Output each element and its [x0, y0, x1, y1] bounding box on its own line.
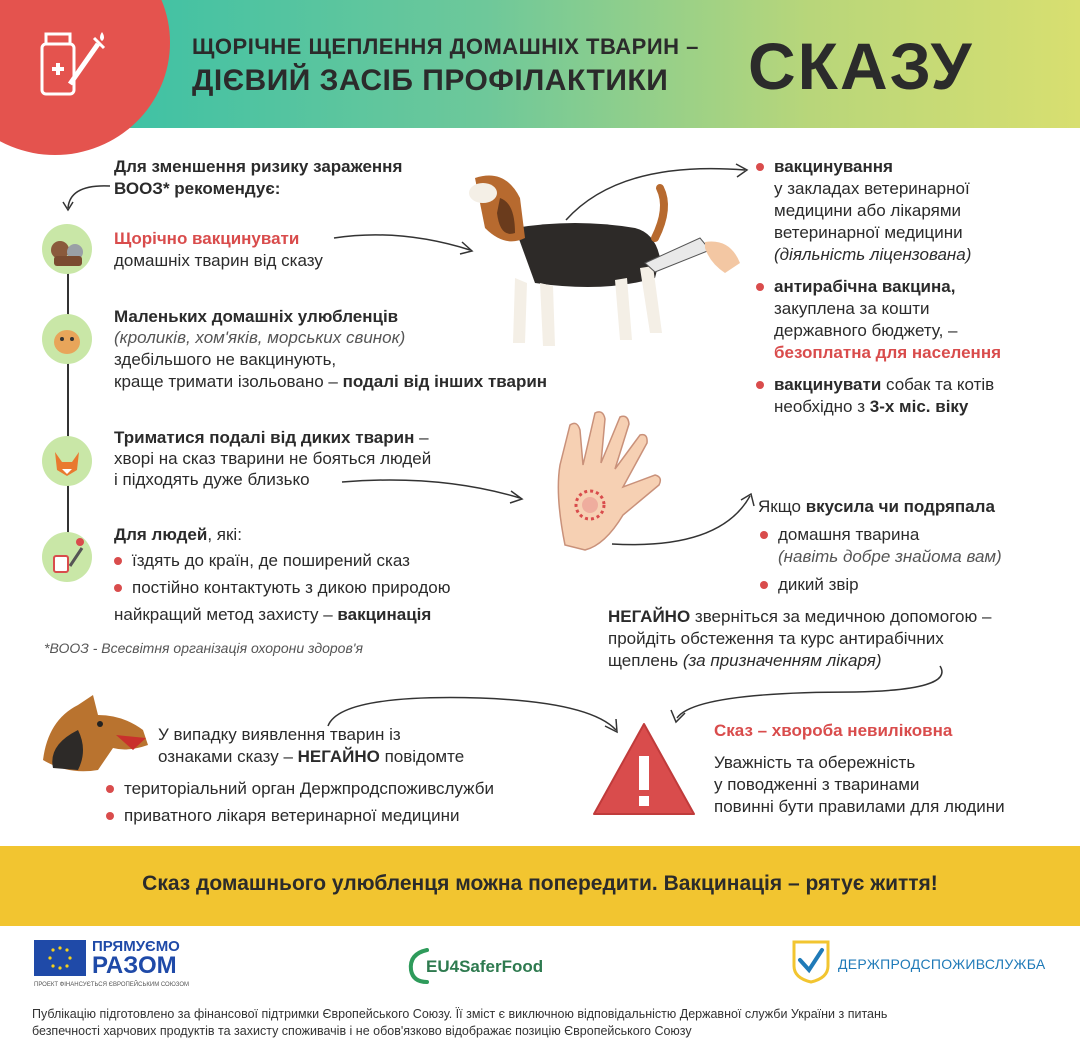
fox-icon: [42, 436, 92, 486]
intro-arrow: [60, 166, 120, 216]
eu-logo-title1: ПРЯМУЄМО: [92, 938, 180, 955]
rec4-item-1: їздять до країн, де поширений сказ: [114, 550, 410, 572]
rabid-dog-icon: [38, 690, 158, 780]
header-title-big: СКАЗУ: [748, 29, 974, 103]
hamster-icon: [42, 314, 92, 364]
syringe-virus-icon: [42, 532, 92, 582]
eu-logo-small: ПРОЕКТ ФІНАНСУЄТЬСЯ ЄВРОПЕЙСЬКИМ СОЮЗОМ: [34, 982, 190, 988]
warning-l3: повинні бути правилами для людини: [714, 797, 1005, 816]
right-item3: вакцинувати собак та котів: [756, 374, 994, 396]
urgent-l3: щеплень (за призначенням лікаря): [608, 651, 882, 670]
report-l2: ознаками сказу – НЕГАЙНО повідомте: [158, 747, 465, 766]
footer-line2: безпечності харчових продуктів та захисту споживачів і не обов'язково відображає позицію Європейського Союзу: [32, 1024, 692, 1038]
dps-shield-icon: [790, 940, 832, 984]
banner-text: Сказ домашнього улюбленця можна попередити. Вакцинація – рятує життя!: [142, 872, 938, 895]
report-item2: приватного лікаря ветеринарної медицини: [106, 805, 459, 827]
right-item2-l3: державного бюджету, –: [774, 321, 958, 340]
footer-line1: Публікацію підготовлено за фінансової підтримки Європейського Союзу. Її зміст є виключною відповідальністю Державної служби України з питань: [32, 1007, 888, 1021]
intro-line2: ВООЗ* рекомендує:: [114, 179, 281, 198]
bite-title: Якщо вкусила чи подряпала: [758, 497, 995, 516]
warning-l2: у поводженні з тваринами: [714, 775, 920, 794]
rec3-line2: хворі на сказ тварини не бояться людей: [114, 449, 432, 468]
urgent-l1: НЕГАЙНО зверніться за медичною допомогою –: [608, 607, 992, 626]
warning-l1: Уважність та обережність: [714, 753, 916, 772]
right-item1-l4: ветеринарної медицини: [774, 223, 963, 242]
dps-logo-text: ДЕРЖПРОДСПОЖИВСЛУЖБА: [838, 956, 1046, 972]
warning-triangle-icon: [590, 720, 698, 818]
header-title-line2: ДІЄВИЙ ЗАСІБ ПРОФІЛАКТИКИ: [192, 64, 669, 97]
rec3-line3: і підходять дуже близько: [114, 470, 310, 489]
right-item2-l2: закуплена за кошти: [774, 299, 930, 318]
right-item1-l3: медицини або лікарями: [774, 201, 962, 220]
rec3-arrow: [340, 470, 530, 510]
footer-disclaimer: [32, 1006, 1052, 1040]
bite-item1-note: (навіть добре знайома вам): [778, 547, 1002, 566]
rec2-note: (кроликів, хом'яків, морських свинок): [114, 328, 406, 347]
dog-cat-icon: [42, 224, 92, 274]
rec2-line4: краще тримати ізольовано – подалі від інших тварин: [114, 372, 548, 391]
vaccine-bottle-syringe-icon: [30, 24, 110, 104]
rec3-line1: Триматися подалі від диких тварин –: [114, 428, 429, 447]
header-title-line1: ЩОРІЧНЕ ЩЕПЛЕННЯ ДОМАШНІХ ТВАРИН –: [192, 34, 699, 59]
bite-item1: домашня тварина: [760, 524, 919, 546]
report-item1: територіальний орган Держпродспоживслужби: [106, 778, 494, 800]
rec1-line2: домашніх тварин від сказу: [114, 251, 323, 270]
footnote: *ВООЗ - Всесвітня організація охорони здоров'я: [44, 640, 363, 656]
report-l1: У випадку виявлення тварин із: [158, 725, 401, 744]
warning-title: Сказ – хвороба невиліковна: [714, 721, 953, 740]
right-item1-l5: (діяльність ліцензована): [774, 245, 972, 264]
rec2-title: Маленьких домашніх улюбленців: [114, 307, 399, 326]
rec4-title: Для людей, які:: [114, 525, 242, 544]
intro-line1: Для зменшення ризику зараження: [114, 157, 403, 176]
right-item1: вакцинування: [756, 156, 893, 178]
rec4-item-2: постійно контактують з дикою природою: [114, 577, 450, 599]
eu4safer-logo: EU4SaferFood: [426, 957, 544, 976]
bite-item2: дикий звір: [760, 574, 859, 596]
rec1-title: Щорічно вакцинувати: [114, 229, 300, 248]
right-item2: антирабічна вакцина,: [756, 276, 955, 298]
eu-logo-title2: РАЗОМ: [92, 952, 177, 979]
right-item1-l2: у закладах ветеринарної: [774, 179, 970, 198]
eu-flag-icon: [34, 940, 86, 976]
right-item2-l4: безоплатна для населення: [774, 343, 1002, 362]
dog-arrow: [560, 160, 760, 230]
urgent-l2: пройдіть обстеження та курс антирабічних: [608, 629, 944, 648]
rec2-line3: здебільшого не вакцинують,: [114, 350, 337, 369]
rec4-last: найкращий метод захисту – вакцинація: [114, 605, 432, 624]
timeline-line: [67, 248, 69, 548]
right-item3-l2: необхідно з 3-х міс. віку: [774, 397, 969, 416]
hand-arrow: [610, 488, 760, 553]
